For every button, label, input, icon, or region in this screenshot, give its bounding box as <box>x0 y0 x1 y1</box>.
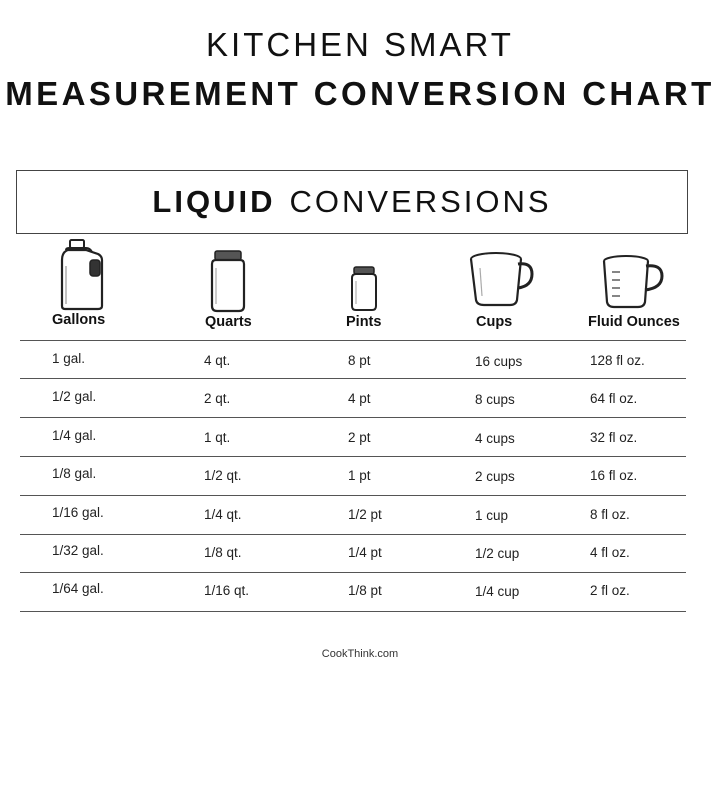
cell-pints: 1/2 pt <box>348 507 382 522</box>
table-divider <box>20 340 686 341</box>
cell-pints: 4 pt <box>348 391 371 406</box>
cell-pints: 1/4 pt <box>348 545 382 560</box>
title-conversion-chart: MEASUREMENT CONVERSION CHART <box>5 75 715 112</box>
quart-jar-icon <box>207 250 249 314</box>
liquid-measuring-cup-icon <box>602 254 668 310</box>
cell-cups: 1/2 cup <box>475 546 520 561</box>
gallon-jug-icon <box>56 238 108 312</box>
cell-quarts: 1 qt. <box>204 430 231 445</box>
cell-fluid-ounces: 64 fl oz. <box>590 391 638 406</box>
cell-quarts: 1/2 qt. <box>204 468 242 483</box>
column-header-pints <box>346 238 446 334</box>
column-header-quarts <box>202 238 312 334</box>
cell-quarts: 2 qt. <box>204 391 231 406</box>
cell-fluid-ounces: 32 fl oz. <box>590 430 638 445</box>
cell-fluid-ounces: 128 fl oz. <box>590 353 645 368</box>
cell-pints: 8 pt <box>348 353 371 368</box>
column-label-cups: Cups <box>476 314 513 330</box>
cell-quarts: 4 qt. <box>204 353 231 368</box>
cell-quarts: 1/16 qt. <box>204 583 250 598</box>
cell-gallons: 1/16 gal. <box>52 505 104 520</box>
title-kitchen-smart: KITCHEN SMART <box>206 26 514 63</box>
cell-pints: 1 pt <box>348 468 371 483</box>
cell-gallons: 1/4 gal. <box>52 428 97 443</box>
table-divider <box>20 378 686 379</box>
column-header-gallons <box>52 238 162 334</box>
footer-credit: CookThink.com <box>321 648 399 660</box>
table-divider <box>20 417 686 418</box>
table-divider <box>20 456 686 457</box>
column-label-pints: Pints <box>346 314 382 330</box>
cell-quarts: 1/4 qt. <box>204 507 242 522</box>
cell-gallons: 1/64 gal. <box>52 581 104 596</box>
table-divider <box>20 611 686 612</box>
cell-pints: 2 pt <box>348 430 371 445</box>
cell-fluid-ounces: 2 fl oz. <box>590 583 630 598</box>
pint-jar-icon <box>348 266 380 312</box>
cell-cups: 16 cups <box>475 354 523 369</box>
liquid-conversions-banner <box>16 170 688 234</box>
table-divider <box>20 495 686 496</box>
cell-cups: 2 cups <box>475 469 515 484</box>
cell-fluid-ounces: 16 fl oz. <box>590 468 638 483</box>
cell-cups: 8 cups <box>475 392 515 407</box>
column-header-fluid-ounces <box>588 238 698 334</box>
cell-cups: 4 cups <box>475 431 515 446</box>
cell-gallons: 1/32 gal. <box>52 543 104 558</box>
cell-cups: 1 cup <box>475 508 509 523</box>
cell-gallons: 1/2 gal. <box>52 389 97 404</box>
table-divider <box>20 572 686 573</box>
cell-gallons: 1 gal. <box>52 351 86 366</box>
column-label-quarts: Quarts <box>205 314 252 330</box>
banner-bold-word: LIQUID <box>152 184 276 219</box>
cell-fluid-ounces: 8 fl oz. <box>590 507 630 522</box>
cell-fluid-ounces: 4 fl oz. <box>590 545 630 560</box>
banner-rest-word: CONVERSIONS <box>289 184 552 219</box>
cell-quarts: 1/8 qt. <box>204 545 242 560</box>
cell-cups: 1/4 cup <box>475 584 520 599</box>
table-divider <box>20 534 686 535</box>
column-label-fluid-ounces: Fluid Ounces <box>588 314 680 330</box>
measuring-cup-icon <box>468 250 538 308</box>
column-label-gallons: Gallons <box>52 312 106 328</box>
cell-gallons: 1/8 gal. <box>52 466 97 481</box>
cell-pints: 1/8 pt <box>348 583 382 598</box>
column-header-cups <box>468 238 568 334</box>
